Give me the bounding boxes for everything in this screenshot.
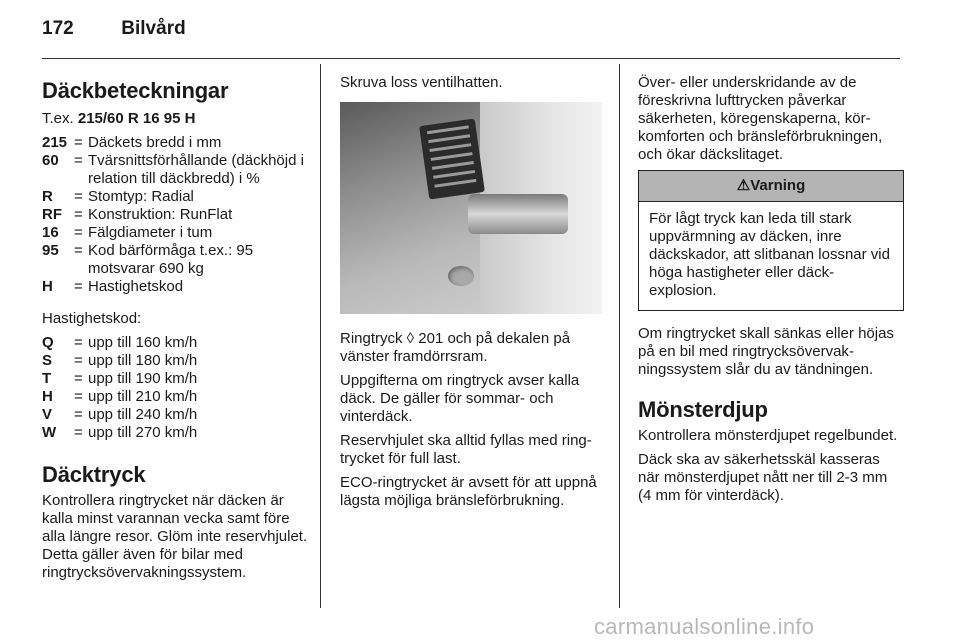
definition-text: upp till 190 km/h <box>88 370 198 387</box>
definition-text: Kod bärförmåga t.ex.: 95 motsvarar 690 kg <box>88 242 254 277</box>
definition-row <box>42 206 312 224</box>
definition-eq: = <box>74 224 83 241</box>
definition-term: RF <box>42 206 62 223</box>
tread-discard-paragraph: Däck ska av säkerhetsskäl kasseras när mönsterdjupet nått ner till 2-3 mm (4 mm för vinterdäck). <box>638 451 888 504</box>
definition-eq: = <box>74 334 83 351</box>
speed-code-list <box>42 334 312 442</box>
definition-row <box>42 152 312 188</box>
monitoring-system-note: Om ringtrycket skall sänkas eller höjas på en bil med ringtrycksövervakningssystem slår du av tändningen. <box>638 325 894 378</box>
door-frame-sticker-photo <box>340 102 602 314</box>
definition-term: 215 <box>42 134 68 151</box>
definition-term: R <box>42 188 53 205</box>
definition-term: S <box>42 352 53 369</box>
column-divider-1 <box>320 64 321 608</box>
definition-row <box>42 188 312 206</box>
definition-eq: = <box>74 278 83 295</box>
definition-row <box>42 352 312 370</box>
definition-term: H <box>42 278 53 295</box>
warning-text: För lågt tryck kan leda till stark uppvärmning av däcken, inre däckskador, att slitbanan lossnar vid höga hastigheter eller däckexplosion. <box>649 210 890 299</box>
definition-text: Stomtyp: Radial <box>88 188 194 205</box>
eco-pressure-note: ECO-ringtrycket är avsett för att uppnå lägsta möjliga bränsleförbrukning. <box>340 474 597 509</box>
definition-text: Konstruktion: RunFlat <box>88 206 233 223</box>
definition-eq: = <box>74 424 83 441</box>
heading-tire-markings: Däckbeteckningar <box>42 78 229 103</box>
definition-eq: = <box>74 388 83 405</box>
definition-term: 95 <box>42 242 59 259</box>
definition-eq: = <box>74 370 83 387</box>
definition-eq: = <box>74 188 83 205</box>
example-line: T.ex. 215/60 R 16 95 H <box>42 110 196 127</box>
heading-tread-depth: Mönsterdjup <box>638 397 768 422</box>
definition-text: upp till 160 km/h <box>88 334 198 351</box>
valve-cap-instruction: Skruva loss ventilhatten. <box>340 74 503 91</box>
definition-row <box>42 334 312 352</box>
definition-term: T <box>42 370 52 387</box>
section-title: Bilvård <box>121 18 186 39</box>
definition-text: upp till 270 km/h <box>88 424 198 441</box>
tread-check-paragraph: Kontrollera mönsterdjupet regelbundet. <box>638 427 898 444</box>
definition-row <box>42 388 312 406</box>
speed-code-label: Hastighetskod: <box>42 310 142 327</box>
example-code: 215/60 R 16 95 H <box>77 110 196 127</box>
definition-text: Fälgdiameter i tum <box>88 224 213 241</box>
watermark: carmanualsonline.info <box>594 614 815 639</box>
definition-row <box>42 242 312 278</box>
definition-text: upp till 240 km/h <box>88 406 198 423</box>
definition-term: W <box>42 424 57 441</box>
warning-box <box>638 170 904 311</box>
tire-pressure-paragraph: Kontrollera ringtrycket när däcken är kalla minst varannan vecka samt före alla längre resor. Glöm inte reservhjulet. Detta gäller även för bilar med ringtrycksövervakningssystem. <box>42 492 308 581</box>
warning-title: Varning <box>750 177 806 194</box>
definition-term: 16 <box>42 224 59 241</box>
definition-row <box>42 406 312 424</box>
definition-term: V <box>42 406 53 423</box>
door-hinge <box>468 194 568 234</box>
column-3 <box>638 74 904 511</box>
header-rule <box>42 58 900 59</box>
page-header <box>42 18 186 40</box>
page-number: 172 <box>42 18 74 39</box>
definition-text: Däckets bredd i mm <box>88 134 222 151</box>
definition-text: Tvärsnittsförhållande (däckhöjd i relation till däckbredd) i % <box>88 152 304 187</box>
tire-pressure-sticker <box>419 118 485 199</box>
cold-tire-note: Uppgifterna om ringtryck avser kalla däck. De gäller för sommar- och vinterdäck. <box>340 372 580 425</box>
pressure-reference: Ringtryck ◊ 201 och på dekalen på vänster framdörrsram. <box>340 330 571 365</box>
pressure-deviation-paragraph: Över- eller underskridande av de föreskrivna lufttrycken påverkar säkerheten, köregenskaperna, körkomforten och bränsleförbrukningen, och ökar däckslitaget. <box>638 74 883 163</box>
definition-term: 60 <box>42 152 59 169</box>
spare-wheel-note: Reservhjulet ska alltid fyllas med ringtrycket för full last. <box>340 432 592 467</box>
definition-eq: = <box>74 352 83 369</box>
definition-row <box>42 424 312 442</box>
tire-definitions-list <box>42 134 312 296</box>
definition-row <box>42 134 312 152</box>
definition-row <box>42 370 312 388</box>
definition-term: Q <box>42 334 54 351</box>
warning-header <box>639 171 903 202</box>
definition-term: H <box>42 388 53 405</box>
definition-text: Hastighetskod <box>88 278 184 295</box>
definition-text: upp till 180 km/h <box>88 352 198 369</box>
definition-eq: = <box>74 406 83 423</box>
definition-text: upp till 210 km/h <box>88 388 198 405</box>
heading-tire-pressure: Däcktryck <box>42 462 146 487</box>
column-divider-2 <box>619 64 620 608</box>
definition-eq: = <box>74 152 83 169</box>
column-2 <box>340 74 606 516</box>
definition-eq: = <box>74 206 83 223</box>
definition-eq: = <box>74 242 83 259</box>
column-1 <box>42 74 312 588</box>
warning-triangle-icon: ⚠ <box>736 177 751 194</box>
definition-row <box>42 278 312 296</box>
definition-row <box>42 224 312 242</box>
definition-eq: = <box>74 134 83 151</box>
